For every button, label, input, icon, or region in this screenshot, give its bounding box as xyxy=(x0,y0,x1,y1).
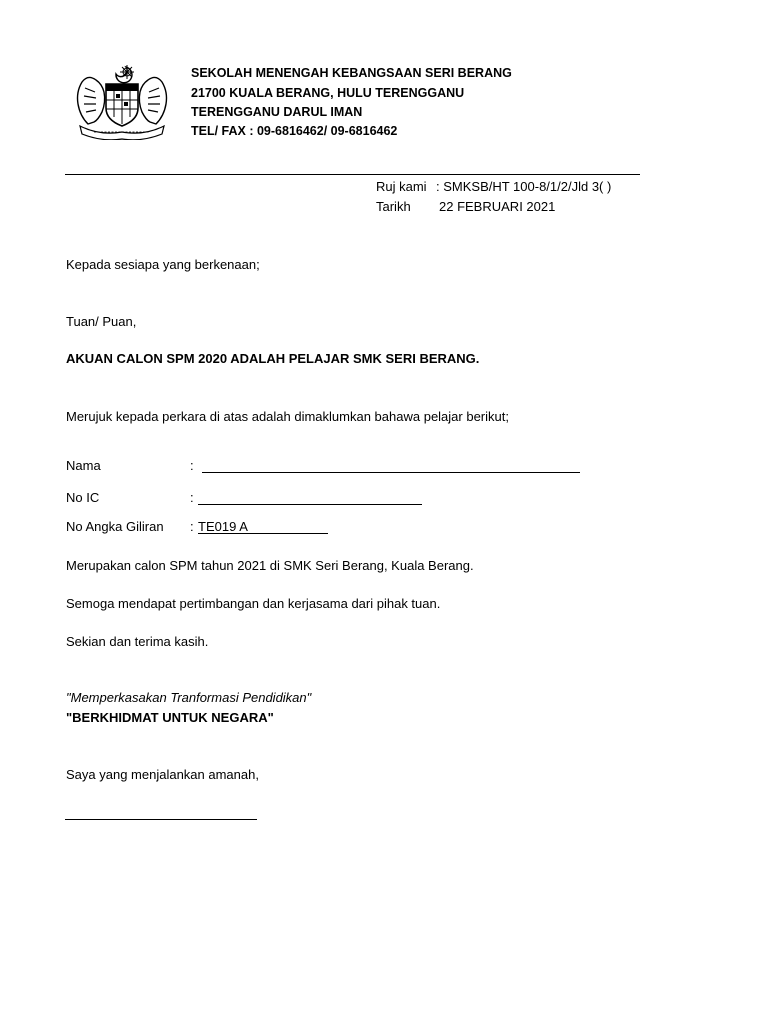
field-label-no-ic: No IC xyxy=(66,490,100,505)
date-value: 22 FEBRUARI 2021 xyxy=(439,199,556,214)
school-tel-fax: TEL/ FAX : 09-6816462/ 09-6816462 xyxy=(191,124,398,138)
field-colon: : xyxy=(190,519,194,534)
angka-giliran-value: TE019 A xyxy=(198,519,248,534)
recipient-line: Kepada sesiapa yang berkenaan; xyxy=(66,257,260,272)
angka-giliran-line xyxy=(198,533,328,534)
reference-label: Ruj kami xyxy=(376,179,427,194)
body-paragraph-1: Merupakan calon SPM tahun 2021 di SMK Seri Berang, Kuala Berang. xyxy=(66,558,474,573)
field-colon: : xyxy=(190,490,194,505)
field-label-angka-giliran: No Angka Giliran xyxy=(66,519,164,534)
malaysia-coat-of-arms-icon xyxy=(72,64,172,140)
body-paragraph-3: Sekian dan terima kasih. xyxy=(66,634,209,649)
no-ic-blank-line xyxy=(198,504,422,505)
motto-line-1: "Memperkasakan Tranformasi Pendidikan" xyxy=(66,690,312,705)
salutation: Tuan/ Puan, xyxy=(66,314,137,329)
nama-blank-line xyxy=(202,472,580,473)
intro-paragraph: Merujuk kepada perkara di atas adalah dimaklumkan bahawa pelajar berikut; xyxy=(66,409,509,424)
school-name: SEKOLAH MENENGAH KEBANGSAAN SERI BERANG xyxy=(191,66,512,80)
school-address-line-1: 21700 KUALA BERANG, HULU TERENGGANU xyxy=(191,86,465,100)
date-label: Tarikh xyxy=(376,199,411,214)
closing-line: Saya yang menjalankan amanah, xyxy=(66,767,259,782)
school-address-line-2: TERENGGANU DARUL IMAN xyxy=(191,105,363,119)
reference-value: : SMKSB/HT 100-8/1/2/Jld 3( ) xyxy=(436,179,612,194)
field-label-nama: Nama xyxy=(66,458,101,473)
signature-line xyxy=(65,819,257,820)
motto-line-2: "BERKHIDMAT UNTUK NEGARA" xyxy=(66,710,274,725)
body-paragraph-2: Semoga mendapat pertimbangan dan kerjasama dari pihak tuan. xyxy=(66,596,441,611)
field-colon: : xyxy=(190,458,194,473)
header-divider xyxy=(65,174,640,175)
letter-subject: AKUAN CALON SPM 2020 ADALAH PELAJAR SMK SERI BERANG. xyxy=(66,351,480,366)
